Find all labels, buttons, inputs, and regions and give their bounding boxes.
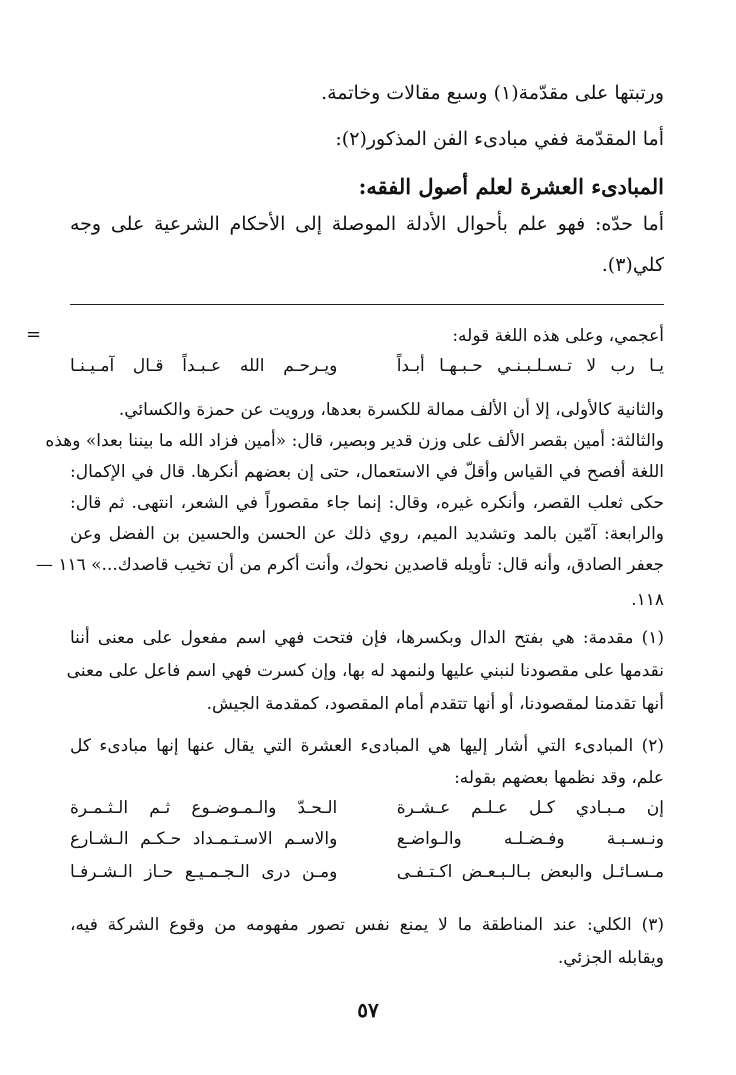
verse-hemistich-right: يـا رب لا تـسـلـبـنـي حـبـهـا أبـداً — [396, 356, 664, 376]
text-line: كلي(٣). — [601, 254, 664, 276]
verse-hemistich-left: ويـرحـم الله عـبـداً قـال آمـيـنـا — [70, 356, 338, 376]
footnote-line: اللغة أفصح في القياس وأقلّ في الاستعمال، حتى إن بعضهم أنكرها. قال في الإكمال: — [70, 462, 664, 482]
footnote-3: (٣) الكلي: عند المناطقة ما لا يمنع نفس تصور مفهومه من وقوع الشركة فيه، — [70, 915, 664, 935]
verse-row — [70, 829, 664, 857]
text-line: أما المقدّمة ففي مبادىء الفن المذكور(٢): — [335, 128, 664, 150]
footnote-line: ويقابله الجزئي. — [557, 948, 664, 968]
footnote-line: والرابعة: آمّين بالمد وتشديد الميم، روي ذلك عن الحسن والحسين بن الفضل وعن — [70, 524, 664, 544]
text-line: أما حدّه: فهو علم بأحوال الأدلة الموصلة إلى الأحكام الشرعية على وجه — [70, 213, 664, 235]
footnote-2: (٢) المبادىء التي أشار إليها هي المبادىء العشرة التي يقال عنها إنها مبادىء كل — [70, 736, 664, 756]
verse-hemistich-right: إن مـبـادي كـل عـلـم عـشـرة — [396, 798, 664, 818]
section-heading: المبادىء العشرة لعلم أصول الفقه: — [358, 174, 664, 199]
footnote-line: والثالثة: أمين بقصر الألف على وزن قدير وبصير، قال: «أمين فزاد الله ما بيننا بعدا» وهذه — [45, 431, 664, 451]
verse-hemistich-right: مـسـائـل والبعض بـالـبـعـض اكـتـفـى — [396, 862, 664, 882]
verse-hemistich-left: والاسـم الاسـتـمـداد حـكـم الـشـارع — [70, 829, 338, 849]
verse-hemistich-left: ومـن درى الـجـمـيـع حـاز الـشـرفـا — [70, 862, 338, 882]
footnote-line: جعفر الصادق، وأنه قال: تأويله قاصدين نحوك، وأنت أكرم من أن تخيب قاصدك...» ١١٦ — — [35, 555, 664, 575]
verse-hemistich-left: الـحـدّ والـمـوضـوع ثـم الـثـمـرة — [70, 798, 338, 818]
footnote-divider — [70, 304, 664, 305]
footnote-line: حكى ثعلب القصر، وأنكره غيره، وقال: إنما جاء مقصوراً في الشعر، انتهى. ثم قال: — [70, 493, 664, 513]
verse-hemistich-right: ونـسـبـة وفـضـلـه والـواضـع — [396, 829, 664, 849]
verse-row — [70, 798, 664, 826]
page-number: ٥٧ — [357, 998, 379, 1022]
continuation-marker: = — [26, 324, 42, 345]
text-line: ورتبتها على مقدّمة(١) وسبع مقالات وخاتمة. — [321, 82, 664, 104]
verse-row — [70, 862, 664, 890]
footnote-line: والثانية كالأولى، إلا أن الألف ممالة للكسرة بعدها، ورويت عن حمزة والكسائي. — [118, 400, 664, 420]
footnote-line: أنها تقدمنا لمقصودنا، أو أنها تتقدم أمام المقصود، كمقدمة الجيش. — [206, 694, 664, 714]
verse-row — [70, 356, 664, 384]
footnote-line: علم، وقد نظمها بعضهم بقوله: — [454, 768, 664, 788]
footnote-line: أعجمي، وعلى هذه اللغة قوله: — [452, 326, 664, 346]
footnote-1: (١) مقدمة: هي بفتح الدال وبكسرها، فإن فتحت فهي اسم مفعول على معنى أننا — [70, 628, 664, 648]
footnote-line: ١١٨. — [631, 590, 664, 610]
footnote-line: نقدمها على مقصودنا لنبني عليها ولنمهد له بها، وإن كسرت فهي اسم فاعل على معنى — [66, 661, 664, 681]
